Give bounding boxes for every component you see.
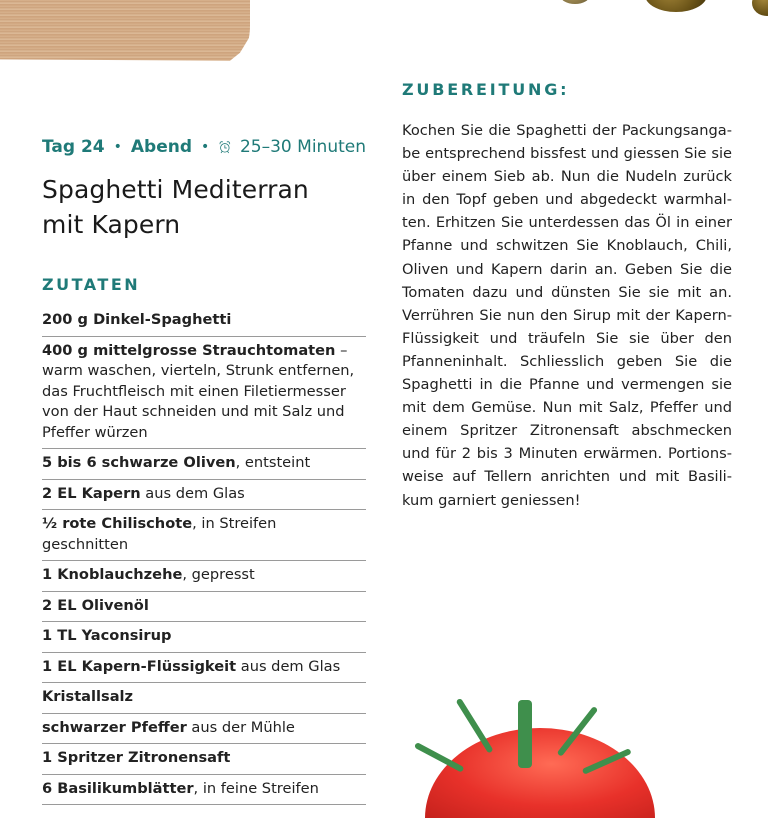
ingredient-note: aus der Mühle xyxy=(186,718,295,736)
ingredient-name: ½ rote Chilischote xyxy=(42,515,193,532)
ingredients-heading: ZUTATEN xyxy=(42,275,141,294)
recipe-meta xyxy=(42,134,366,160)
day-label: Tag 24 xyxy=(42,137,105,157)
ingredient-item xyxy=(42,714,366,745)
separator-dot: • xyxy=(201,139,210,155)
preparation-heading: ZUBEREITUNG: xyxy=(402,80,570,99)
ingredient-name: 2 EL Kapern xyxy=(42,484,141,502)
duration-label: 25–30 Minuten xyxy=(239,137,366,157)
ingredient-name: 6 Basilikumblätter xyxy=(42,779,194,797)
recipe-left-column xyxy=(42,134,366,805)
ingredient-note: , entsteint xyxy=(235,454,311,471)
preparation-text: Kochen Sie die Spaghetti der Packungsangabe entsprechend bissfest und giessen Sie sie über einem Sieb ab. Nun die Nudeln zurück in den Topf geben und abgedeckt warmhalten. Erhitzen Sie unterdessen das Öl in einer Pfanne und schwitzen Sie Knoblauch, Chili, Oliven und Kapern darin an. Geben Sie die Tomaten dazu und dünsten Sie sie mit an. Verrühren Sie nun den Sirup mit der Kapern-Flüssigkeit und träufeln Sie sie über den Pfanneninhalt. Schliesslich geben Sie die Spaghetti in die Pfanne und vermengen sie mit dem Gemüse. Nun mit Salz, Pfeffer und einem Spritzer Zitronensaft abschmecken und für 2 bis 3 Minuten erwärmen. Portionsweise auf Tellern anrichten und mit Basilikum garniert geniessen! xyxy=(402,122,732,509)
ingredient-note: , in feine Streifen xyxy=(193,779,319,797)
tomato-photo xyxy=(425,728,655,818)
ingredient-item xyxy=(42,449,366,480)
ingredient-item xyxy=(42,561,366,592)
ingredient-item xyxy=(42,775,366,806)
ingredient-name: 1 TL Yaconsirup xyxy=(42,627,172,644)
olive-photo xyxy=(560,0,590,4)
olive-photo xyxy=(752,0,768,16)
ingredient-name: 400 g mittelgrosse Strauchtomaten xyxy=(42,341,336,359)
ingredient-note: – warm waschen, vierteln, Strunk entfernen, das Fruchtfleisch mit einen Filetiermesser von der Haut schneiden und mit Salz und Pfeffer würzen xyxy=(42,341,355,441)
recipe-title xyxy=(42,172,366,242)
olive-photo xyxy=(645,0,707,12)
tomato-stem xyxy=(518,700,532,768)
ingredient-name: 1 Spritzer Zitronensaft xyxy=(42,749,231,766)
ingredient-item xyxy=(42,480,366,511)
ingredient-item xyxy=(42,592,366,623)
ingredient-item xyxy=(42,744,366,775)
ingredients-list xyxy=(42,306,366,805)
ingredient-name: schwarzer Pfeffer xyxy=(42,718,187,736)
ingredient-name: 200 g Dinkel-Spaghetti xyxy=(42,311,232,328)
ingredient-name: 5 bis 6 schwarze Oliven xyxy=(42,454,236,471)
ingredient-item xyxy=(42,510,366,561)
ingredient-name: 1 Knoblauchzehe xyxy=(42,566,183,583)
recipe-right-column xyxy=(402,80,732,512)
alarm-clock-icon xyxy=(218,136,232,158)
ingredient-item xyxy=(42,337,366,450)
ingredient-name: Kristallsalz xyxy=(42,688,134,705)
spaghetti-photo xyxy=(0,0,250,66)
ingredient-note: aus dem Glas xyxy=(236,657,341,675)
ingredient-item xyxy=(42,306,366,337)
title-line-1: Spaghetti Mediterran xyxy=(42,175,309,204)
ingredient-note: , in Streifen geschnitten xyxy=(42,515,277,553)
title-line-2: mit Kapern xyxy=(42,210,181,239)
ingredient-item xyxy=(42,653,366,684)
ingredient-note: , gepresst xyxy=(182,566,255,583)
ingredient-item xyxy=(42,683,366,714)
meal-label: Abend xyxy=(130,137,193,157)
ingredient-name: 1 EL Kapern-Flüssigkeit xyxy=(42,657,237,675)
ingredient-name: 2 EL Olivenöl xyxy=(42,596,149,614)
ingredient-item xyxy=(42,622,366,653)
ingredient-note: aus dem Glas xyxy=(140,484,245,502)
separator-dot: • xyxy=(113,139,122,155)
